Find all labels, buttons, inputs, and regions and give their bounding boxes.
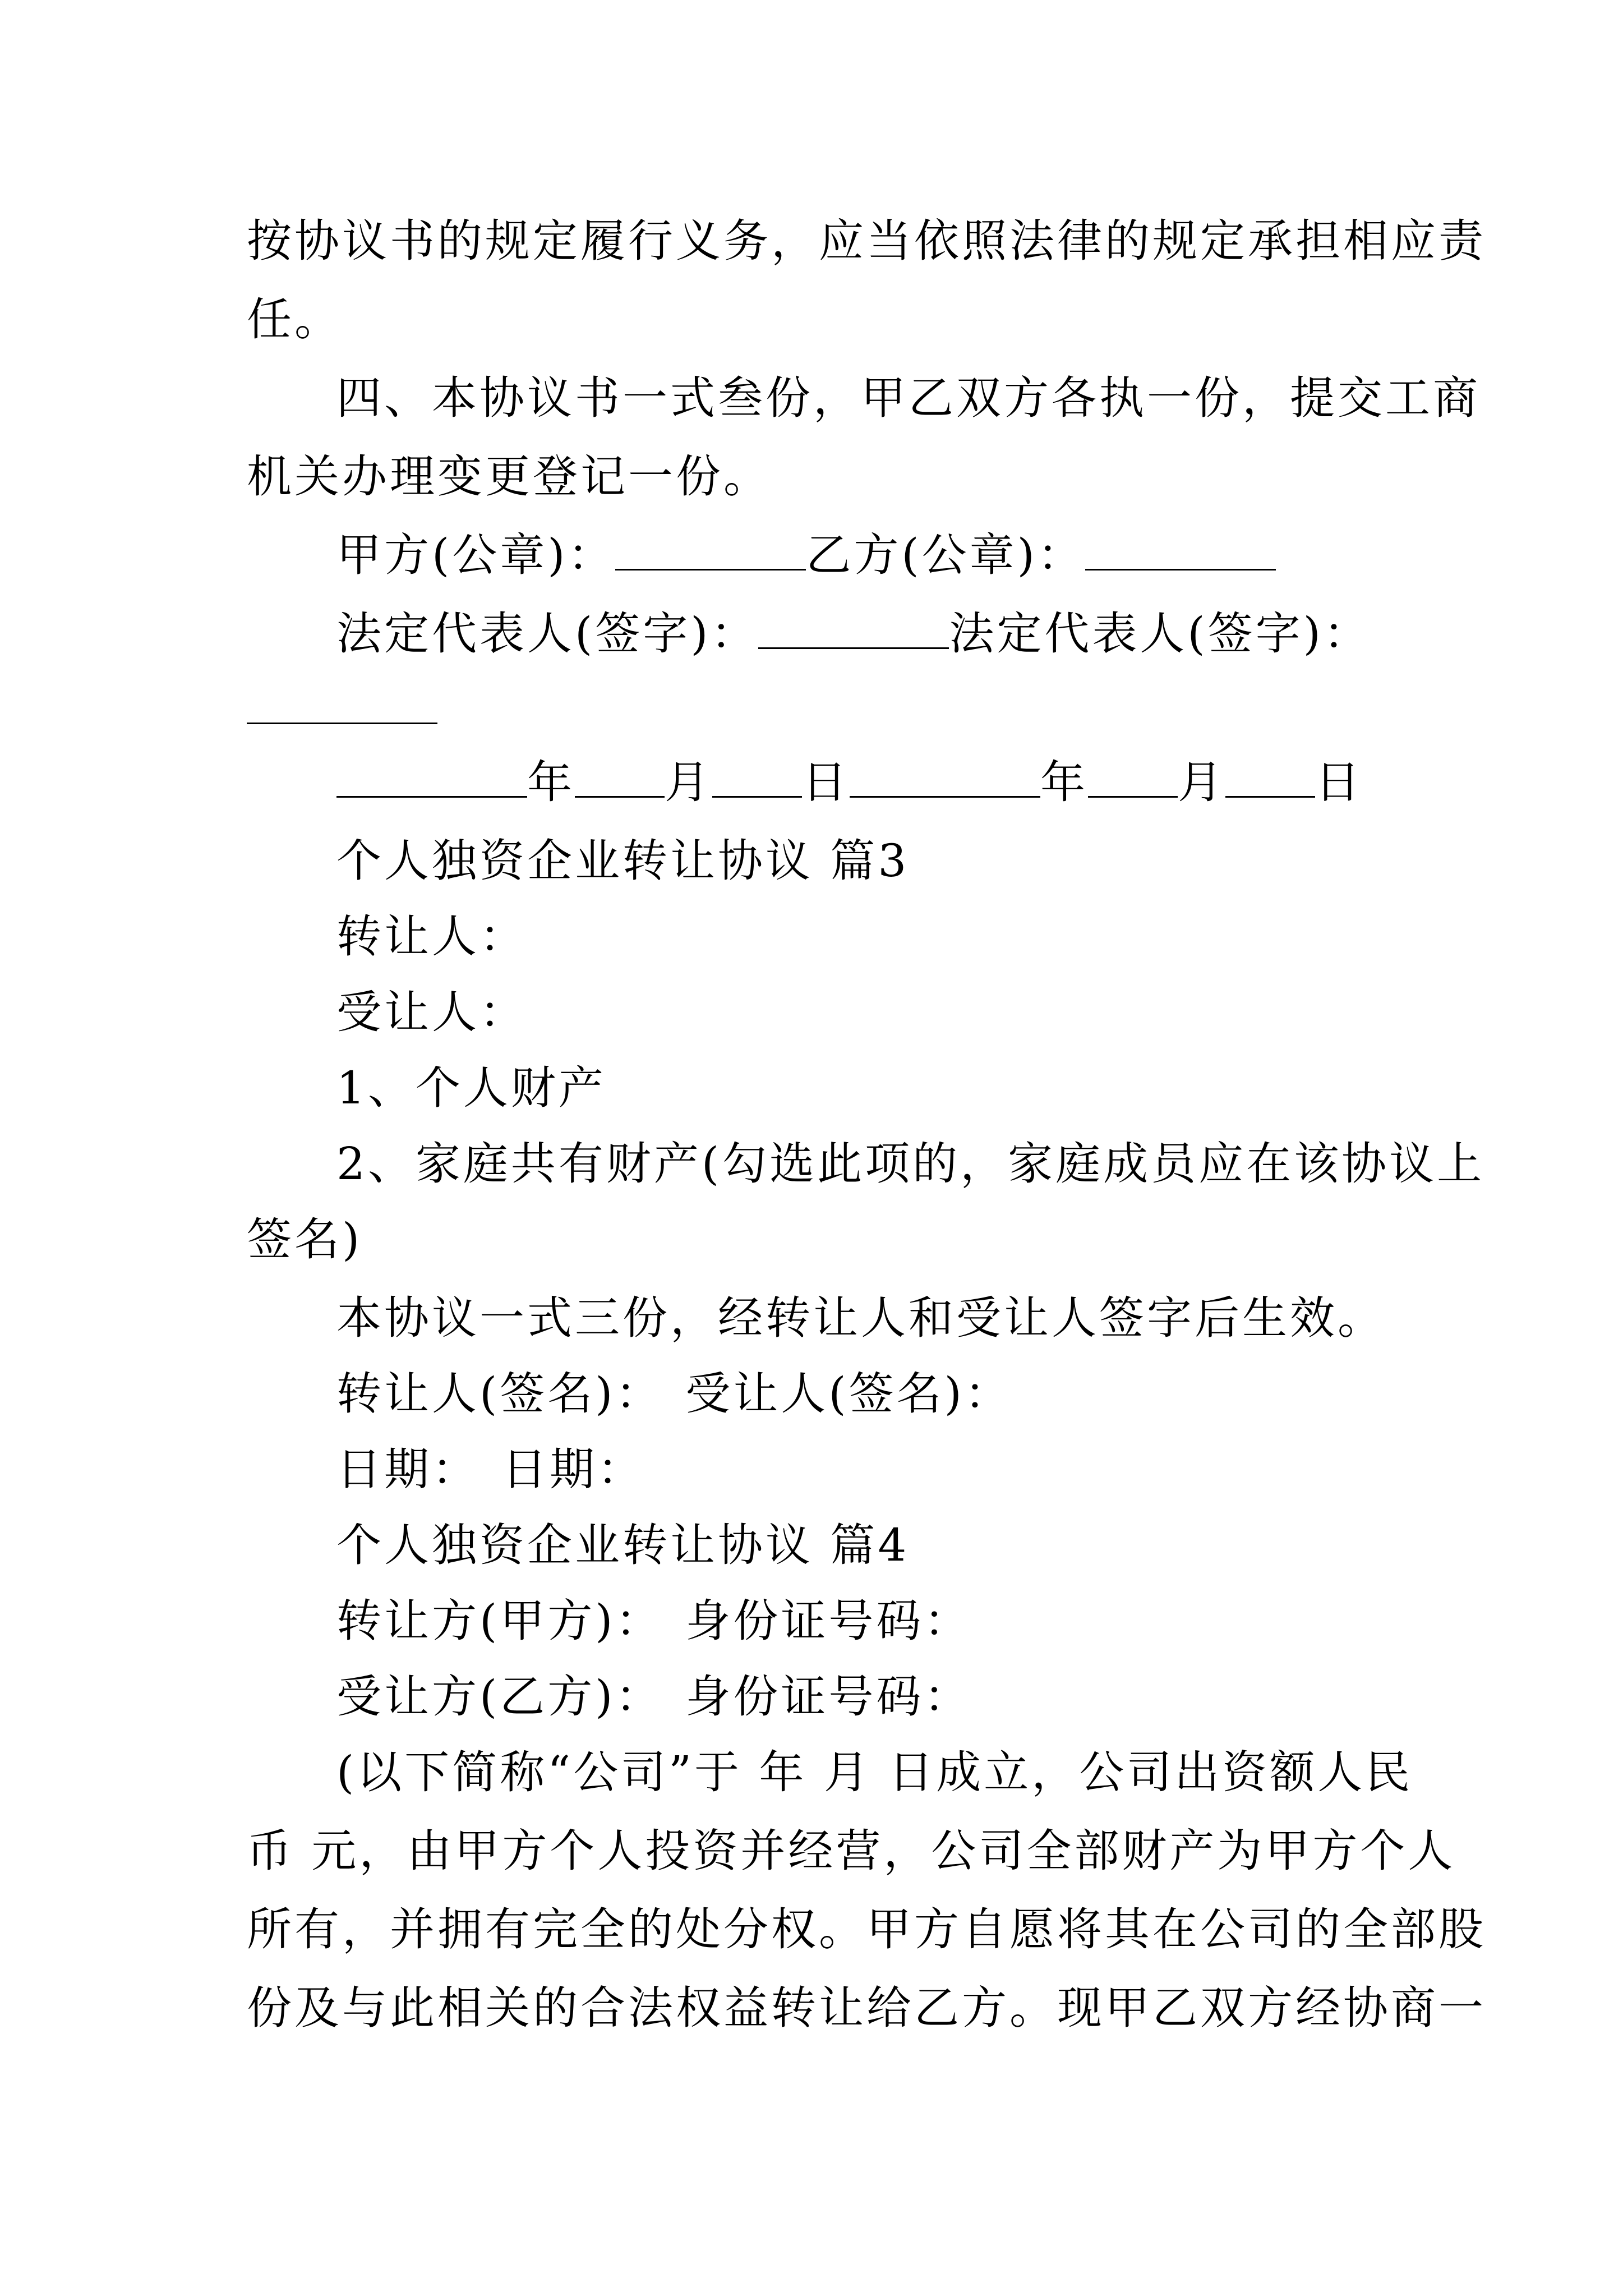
party-b-label: 受让方(乙方)： — [336, 1671, 663, 1723]
list-item: 1、个人财产 — [336, 1062, 606, 1114]
paragraph-line: 本协议一式三份，经转让人和受让人签字后生效。 — [336, 1292, 1385, 1344]
section-heading: 个人独资企业转让协议 篇3 — [336, 835, 910, 887]
date-label-2: 日期： — [502, 1443, 645, 1496]
party-a-rep-blank — [758, 607, 949, 649]
paragraph-line: (以下简称“公司”于 年 月 日成立，公司出资额人民 — [336, 1746, 1413, 1798]
transferee-signature-label: 受让人(签名)： — [685, 1368, 1012, 1420]
paragraph-line: 签名) — [247, 1213, 363, 1266]
transferee-line: 受让人： — [336, 986, 527, 1038]
day-label: 日 — [802, 756, 850, 808]
signature-line — [336, 1366, 1012, 1422]
year-blank-2 — [850, 756, 1040, 798]
year-label: 年 — [527, 756, 575, 808]
party-a-line — [336, 1593, 971, 1649]
paragraph-line: 份及与此相关的合法权益转让给乙方。现甲乙双方经协商一 — [247, 1982, 1486, 2034]
list-item: 2、家庭共有财产(勾选此项的，家庭成员应在该协议上 — [336, 1138, 1485, 1190]
party-b-rep-blank — [247, 723, 437, 724]
section-heading: 个人独资企业转让协议 篇4 — [336, 1519, 910, 1571]
date-blanks-line — [336, 754, 1363, 811]
id-number-label: 身份证号码： — [685, 1595, 972, 1647]
month-blank — [575, 756, 665, 798]
party-a-label: 转让方(甲方)： — [336, 1595, 663, 1647]
seal-signature-line — [336, 527, 1276, 583]
party-b-rep-label: 法定代表人(签字)： — [949, 608, 1371, 660]
transferor-line: 转让人： — [336, 910, 527, 963]
day-blank-2 — [1225, 756, 1315, 798]
party-a-rep-label: 法定代表人(签字)： — [336, 608, 759, 660]
paragraph-line: 所有，并拥有完全的处分权。甲方自愿将其在公司的全部股 — [247, 1903, 1486, 1955]
date-line — [336, 1442, 645, 1498]
year-blank — [336, 756, 527, 798]
day-label-2: 日 — [1315, 756, 1363, 808]
party-a-seal-blank — [615, 528, 806, 570]
id-number-label-2: 身份证号码： — [685, 1671, 972, 1723]
paragraph-line: 币 元，由甲方个人投资并经营，公司全部财产为甲方个人 — [247, 1825, 1456, 1877]
month-blank-2 — [1088, 756, 1178, 798]
paragraph-line: 机关办理变更登记一份。 — [247, 450, 771, 503]
party-b-seal-blank — [1085, 528, 1276, 570]
paragraph-line: 按协议书的规定履行义务，应当依照法律的规定承担相应责 — [247, 215, 1486, 267]
transferor-signature-label: 转让人(签名)： — [336, 1368, 663, 1420]
party-b-line — [336, 1669, 971, 1725]
party-b-seal-label: 乙方(公章)： — [806, 529, 1085, 581]
party-a-seal-label: 甲方(公章)： — [336, 529, 616, 581]
clause-four-line: 四、本协议书一式叁份，甲乙双方各执一份，提交工商 — [336, 372, 1481, 424]
day-blank — [712, 756, 802, 798]
year-label-2: 年 — [1040, 756, 1088, 808]
date-label: 日期： — [336, 1443, 479, 1496]
legal-rep-signature-line — [336, 606, 1371, 662]
month-label-2: 月 — [1178, 756, 1225, 808]
paragraph-line: 任。 — [247, 293, 342, 346]
month-label: 月 — [665, 756, 712, 808]
